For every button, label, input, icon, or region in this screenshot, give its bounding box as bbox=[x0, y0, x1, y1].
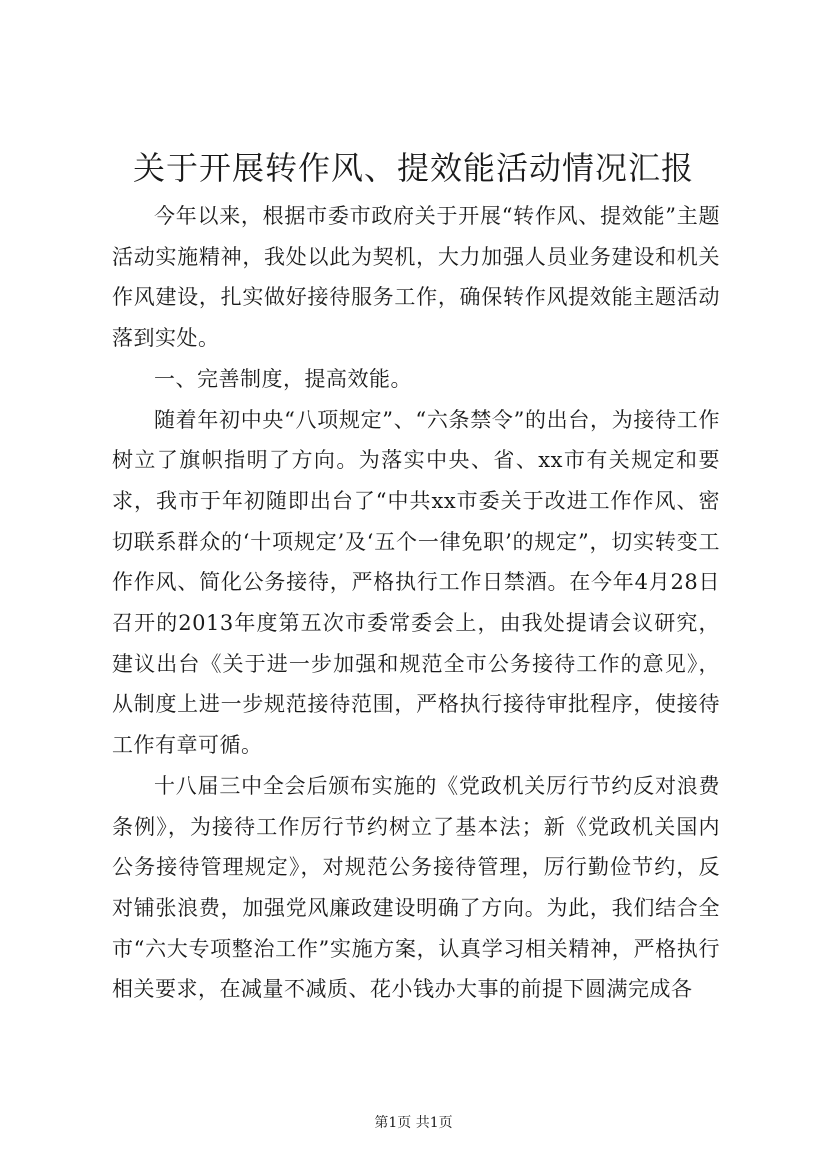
paragraph-regulations: 随着年初中央“八项规定”、“六条禁令”的出台，为接待工作树立了旗帜指明了方向。为落实中央、省、xx市有关规定和要求，我市于年初随即出台了“中共xx市委关于改进工作作风、密切联系群众的‘十项规定’及‘五个一律免职’的规定”，切实转变工作作风、简化公务接待，严格执行工作日禁酒。在今年4月28日召开的2013年度第五次市委常委会上，由我处提请会议研究，建议出台《关于进一步加强和规范全市公务接待工作的意见》，从制度上进一步规范接待范围，严格执行接待审批程序，使接待工作有章可循。 bbox=[112, 407, 720, 758]
section-heading-1: 一、完善制度，提高效能。 bbox=[154, 366, 412, 391]
paragraph-plenum: 十八届三中全会后颁布实施的《党政机关厉行节约反对浪费条例》，为接待工作厉行节约树立了基本法；新《党政机关国内公务接待管理规定》，对规范公务接待管理，厉行勤俭节约，反对铺张浪费，加强党风廉政建设明确了方向。为此，我们结合全市“六大专项整治工作”实施方案，认真学习相关精神，严格执行相关要求，在减量不减质、花小钱办大事的前提下圆满完成各 bbox=[112, 773, 720, 1002]
document-body bbox=[112, 196, 720, 1010]
paragraph-intro: 今年以来，根据市委市政府关于开展“转作风、提效能”主题活动实施精神，我处以此为契机，大力加强人员业务建设和机关作风建设，扎实做好接待服务工作，确保转作风提效能主题活动落到实处。 bbox=[112, 204, 720, 351]
document-title: 关于开展转作风、提效能活动情况汇报 bbox=[132, 149, 694, 187]
page-footer: 第1页 共1页 bbox=[374, 1115, 453, 1131]
